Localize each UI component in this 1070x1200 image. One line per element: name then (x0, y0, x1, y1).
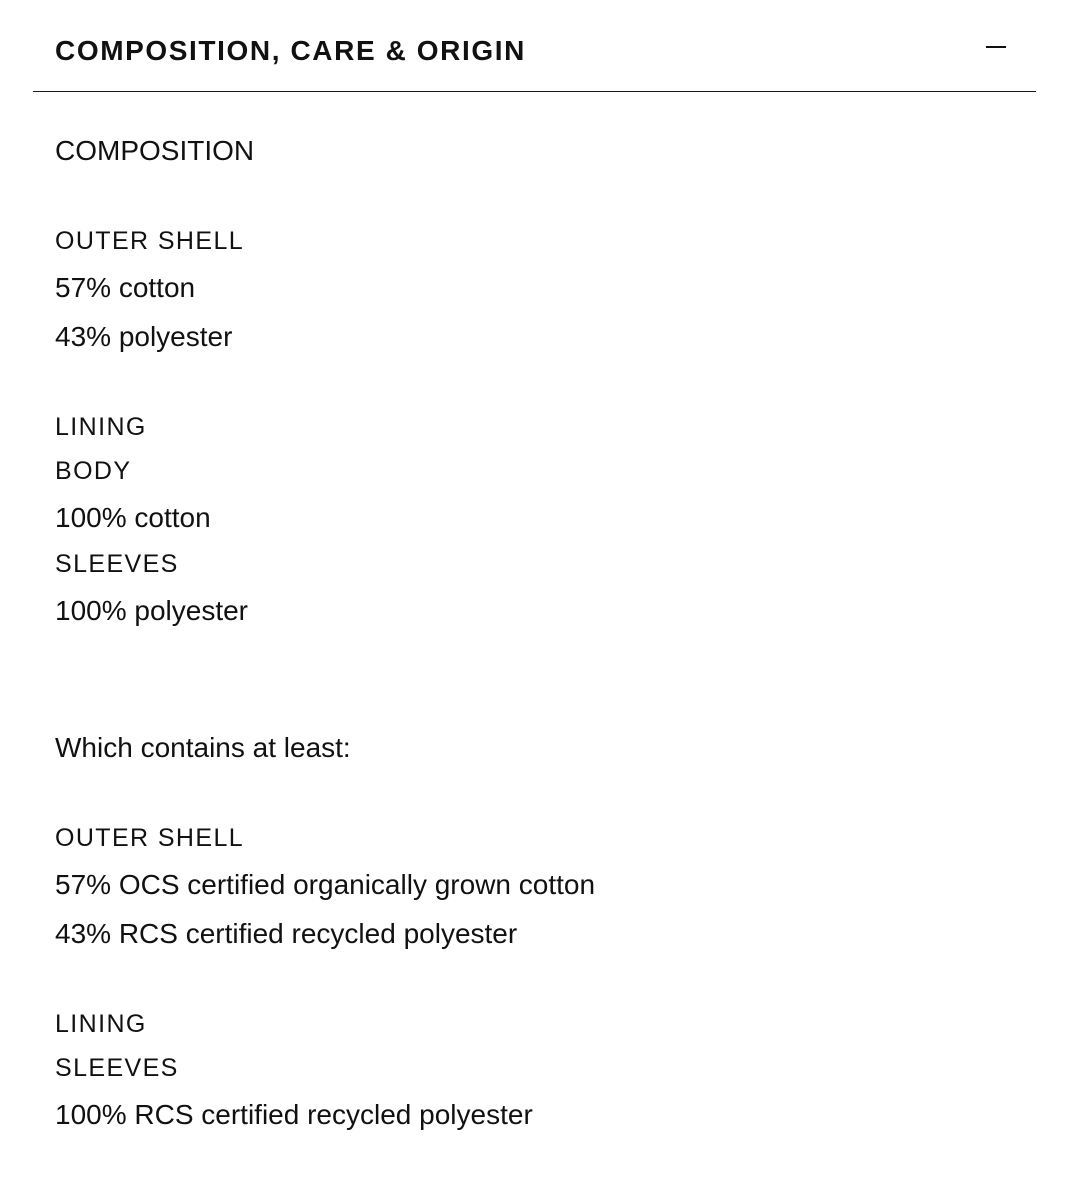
certified-lining-label: LINING (55, 1010, 147, 1038)
section-title-composition: COMPOSITION (55, 135, 255, 166)
certified-sleeves-composition: 100% RCS certified recycled polyester (55, 1099, 533, 1130)
accordion-header[interactable] (33, 0, 1036, 92)
certified-outer-shell-polyester: 43% RCS certified recycled polyester (55, 918, 518, 949)
body-composition: 100% cotton (55, 502, 211, 533)
outer-shell-label: OUTER SHELL (55, 227, 245, 255)
lining-label: LINING (55, 413, 147, 441)
sleeves-composition: 100% polyester (55, 595, 249, 626)
outer-shell-polyester: 43% polyester (55, 321, 233, 352)
certified-sleeves-label: SLEEVES (55, 1054, 179, 1082)
minus-icon[interactable] (986, 36, 1008, 58)
sleeves-label: SLEEVES (55, 550, 179, 578)
accordion-title: COMPOSITION, CARE & ORIGIN (55, 35, 526, 66)
body-label: BODY (55, 457, 132, 485)
certified-outer-shell-cotton: 57% OCS certified organically grown cotton (55, 869, 596, 900)
certified-outer-shell-label: OUTER SHELL (55, 824, 245, 852)
outer-shell-cotton: 57% cotton (55, 272, 196, 303)
contains-intro: Which contains at least: (55, 732, 351, 763)
